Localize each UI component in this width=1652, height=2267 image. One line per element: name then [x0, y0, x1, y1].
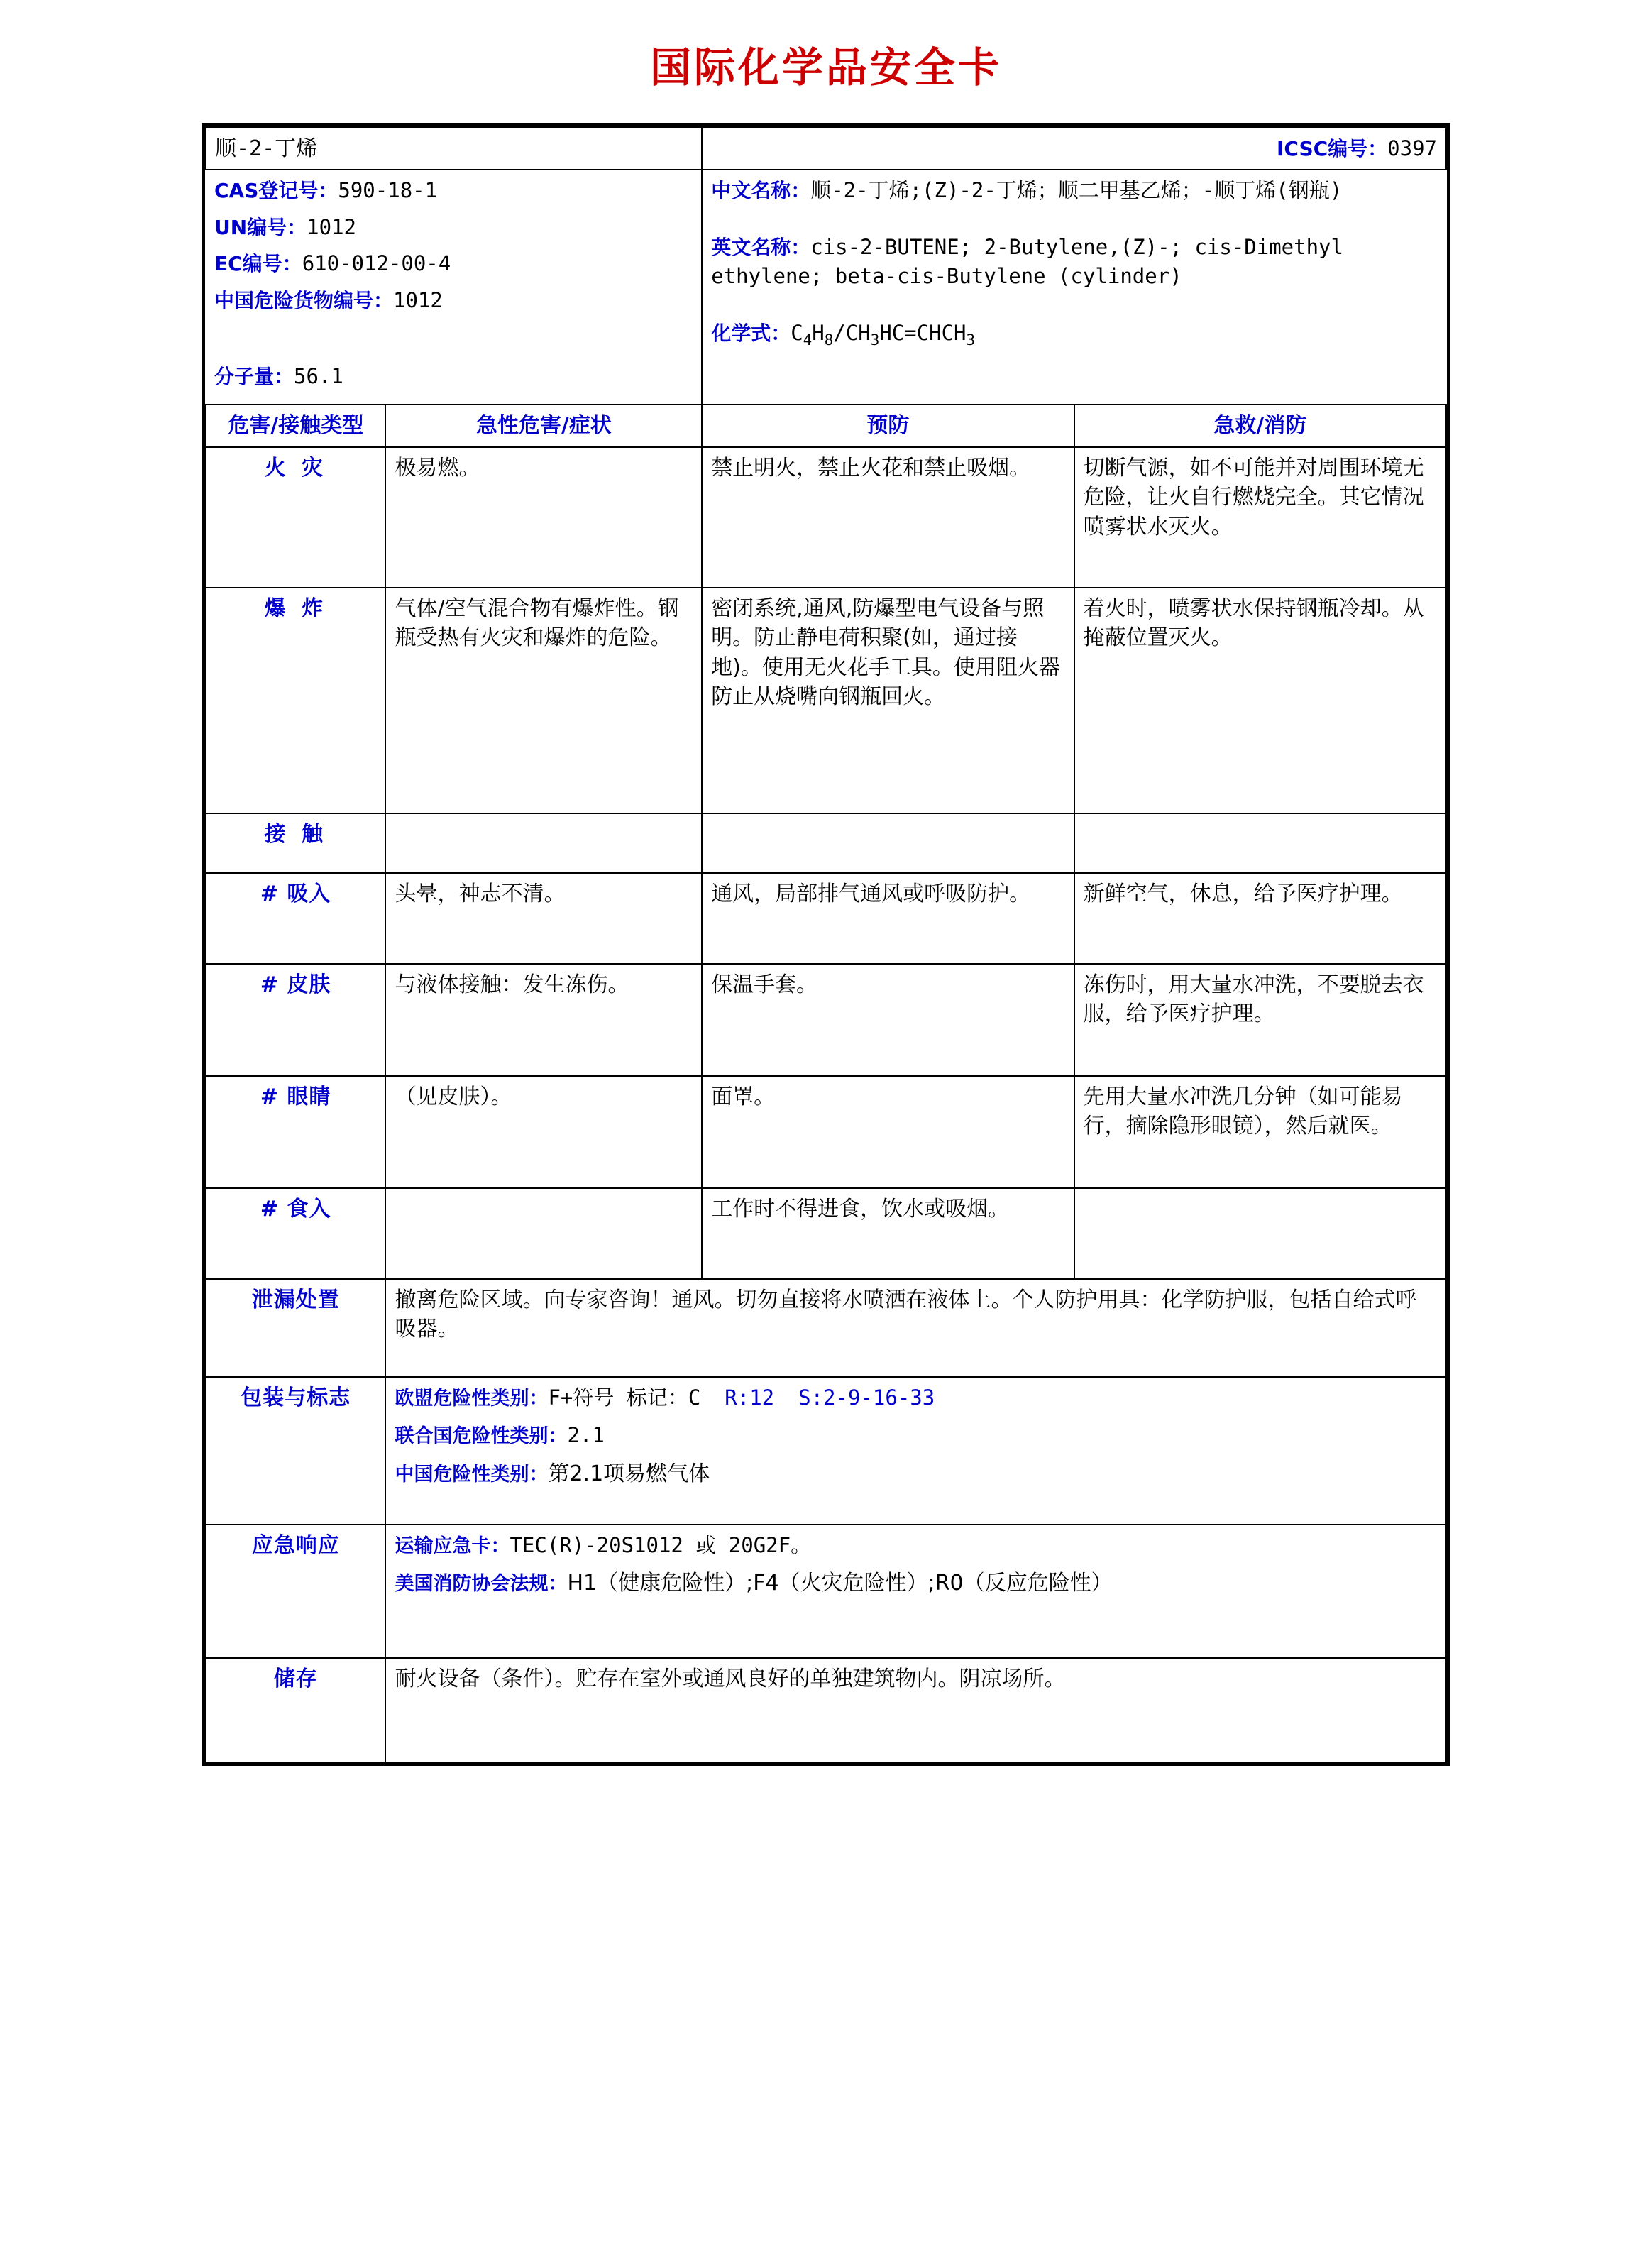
names-cell — [702, 170, 1446, 405]
table-row — [206, 1076, 1446, 1188]
table-row — [206, 964, 1446, 1076]
inhalation-symptoms: 头晕，神志不清。 — [385, 873, 702, 964]
cas-value: 590-18-1 — [338, 178, 438, 203]
identification-row — [206, 170, 1446, 405]
fire-prevention: 禁止明火，禁止火花和禁止吸烟。 — [702, 447, 1074, 588]
icsc-number-cell — [702, 128, 1446, 170]
cn-name-label: 中文名称： — [711, 179, 811, 203]
col-header-hazard-type-label: 危害/接触类型 — [228, 413, 364, 439]
nfpa-label: 美国消防协会法规： — [395, 1573, 568, 1596]
transport-card-label: 运输应急卡： — [395, 1535, 510, 1557]
skin-symptoms: 与液体接触：发生冻伤。 — [385, 964, 702, 1076]
page-title: 国际化学品安全卡 — [649, 43, 1002, 92]
formula-value: $C_4H_8/CH_3HC=CHCH_3$ — [791, 320, 976, 348]
col-header-hazard-type — [206, 405, 385, 446]
ingestion-prevention: 工作时不得进食，饮水或吸烟。 — [702, 1188, 1074, 1279]
en-name-value: cis-2-BUTENE; 2-Butylene,(Z)-; cis-Dimethyl ethylene; beta-cis-Butylene (cylinder) — [711, 234, 1343, 289]
icsc-value: 0397 — [1387, 136, 1437, 160]
cn-class-line — [395, 1459, 1437, 1488]
cn-dangerous-value: 1012 — [393, 287, 443, 312]
packaging-content — [385, 1377, 1446, 1525]
cn-name-value: 顺-2-丁烯;(Z)-2-丁烯；顺二甲基乙烯；-顺丁烯(钢瓶) — [810, 178, 1343, 203]
col-header-prevention — [702, 405, 1074, 446]
col-header-symptoms-label: 急性危害/症状 — [475, 413, 612, 439]
ingestion-symptoms — [385, 1188, 702, 1279]
ec-value: 610-012-00-4 — [302, 251, 451, 276]
formula-label: 化学式： — [711, 321, 791, 345]
row-label-emergency: 应急响应 — [206, 1525, 385, 1658]
un-line — [214, 213, 693, 242]
storage-row — [206, 1658, 1446, 1762]
eyes-symptoms: （见皮肤）。 — [385, 1076, 702, 1188]
cn-dangerous-line — [214, 286, 693, 315]
skin-prevention: 保温手套。 — [702, 964, 1074, 1076]
fire-symptoms: 极易燃。 — [385, 447, 702, 588]
packaging-row — [206, 1377, 1446, 1525]
un-class-line — [395, 1421, 1437, 1450]
transport-card-value: TEC(R)-20S1012 或 20G2F。 — [510, 1532, 812, 1557]
table-row — [206, 873, 1446, 964]
transport-card-line — [395, 1531, 1437, 1560]
inhalation-firstaid: 新鲜空气，休息，给予医疗护理。 — [1074, 873, 1446, 964]
card-header-row — [206, 128, 1446, 170]
substance-name: 顺-2-丁烯 — [206, 128, 702, 170]
formula-line — [711, 319, 1438, 351]
un-value: 1012 — [307, 214, 357, 239]
storage-text: 耐火设备（条件）。贮存在室外或通风良好的单独建筑物内。阴凉场所。 — [385, 1658, 1446, 1762]
cn-class-value: 第2.1项易燃气体 — [548, 1461, 710, 1486]
page — [0, 34, 1652, 1766]
cas-line — [214, 176, 693, 205]
identification-cell — [206, 170, 702, 405]
eu-class-value: F+符号 标记：C — [548, 1385, 701, 1410]
spill-row — [206, 1279, 1446, 1377]
cn-dangerous-label: 中国危险货物编号： — [214, 288, 394, 312]
explosion-symptoms: 气体/空气混合物有爆炸性。钢瓶受热有火灾和爆炸的危险。 — [385, 588, 702, 813]
exposure-prevention — [702, 813, 1074, 873]
row-label-storage: 储存 — [206, 1658, 385, 1762]
mw-label: 分子量： — [214, 364, 294, 388]
eu-r-phrases: R:12 — [725, 1385, 775, 1410]
col-header-prevention-label: 预防 — [866, 413, 910, 439]
row-label-ingestion: # 食入 — [206, 1188, 385, 1279]
row-label-packaging: 包装与标志 — [206, 1377, 385, 1525]
col-header-firstaid — [1074, 405, 1446, 446]
eyes-prevention: 面罩。 — [702, 1076, 1074, 1188]
inhalation-prevention: 通风，局部排气通风或呼吸防护。 — [702, 873, 1074, 964]
row-label-eyes: # 眼睛 — [206, 1076, 385, 1188]
eu-class-line — [395, 1383, 1437, 1412]
row-label-explosion: 爆 炸 — [206, 588, 385, 813]
nfpa-value: H1（健康危险性）;F4（火灾危险性）;R0（反应危险性） — [567, 1571, 1113, 1596]
column-header-row — [206, 405, 1446, 446]
ingestion-firstaid — [1074, 1188, 1446, 1279]
explosion-prevention: 密闭系统,通风,防爆型电气设备与照明。防止静电荷积聚(如，通过接地)。使用无火花手工具。使用阻火器防止从烧嘴向钢瓶回火。 — [702, 588, 1074, 813]
en-name-label: 英文名称： — [711, 235, 811, 259]
cas-label: CAS登记号： — [214, 179, 338, 203]
mw-line — [214, 362, 693, 391]
un-label: UN编号： — [214, 215, 307, 239]
eu-class-label: 欧盟危险性类别： — [395, 1387, 549, 1410]
un-class-value: 2.1 — [567, 1423, 605, 1448]
row-label-inhalation: # 吸入 — [206, 873, 385, 964]
eu-s-phrases: S:2-9-16-33 — [798, 1385, 935, 1410]
row-label-exposure: 接 触 — [206, 813, 385, 873]
icsc-label: ICSC编号： — [1276, 137, 1388, 160]
col-header-firstaid-label: 急救/消防 — [1213, 413, 1307, 439]
emergency-row — [206, 1525, 1446, 1658]
fire-firstaid: 切断气源，如不可能并对周围环境无危险，让火自行燃烧完全。其它情况喷雾状水灭火。 — [1074, 447, 1446, 588]
cn-class-label: 中国危险性类别： — [395, 1463, 549, 1486]
table-row — [206, 447, 1446, 588]
exposure-firstaid — [1074, 813, 1446, 873]
ec-label: EC编号： — [214, 252, 302, 276]
icsc-card — [202, 123, 1450, 1766]
un-class-label: 联合国危险性类别： — [395, 1425, 568, 1448]
row-label-spill: 泄漏处置 — [206, 1279, 385, 1377]
mw-value: 56.1 — [294, 363, 343, 388]
icsc-table — [205, 127, 1447, 1762]
table-row — [206, 813, 1446, 873]
spill-text: 撤离危险区域。向专家咨询！通风。切勿直接将水喷洒在液体上。个人防护用具：化学防护服，包括自给式呼吸器。 — [385, 1279, 1446, 1377]
row-label-fire: 火 灾 — [206, 447, 385, 588]
cn-name-line — [711, 176, 1438, 205]
table-row — [206, 588, 1446, 813]
explosion-firstaid: 着火时，喷雾状水保持钢瓶冷却。从掩蔽位置灭火。 — [1074, 588, 1446, 813]
eyes-firstaid: 先用大量水冲洗几分钟（如可能易行，摘除隐形眼镜），然后就医。 — [1074, 1076, 1446, 1188]
skin-firstaid: 冻伤时，用大量水冲洗，不要脱去衣服，给予医疗护理。 — [1074, 964, 1446, 1076]
table-row — [206, 1188, 1446, 1279]
ec-line — [214, 249, 693, 278]
exposure-symptoms — [385, 813, 702, 873]
row-label-skin: # 皮肤 — [206, 964, 385, 1076]
en-name-line — [711, 233, 1438, 292]
emergency-content — [385, 1525, 1446, 1658]
col-header-symptoms — [385, 405, 702, 446]
nfpa-line — [395, 1569, 1437, 1598]
